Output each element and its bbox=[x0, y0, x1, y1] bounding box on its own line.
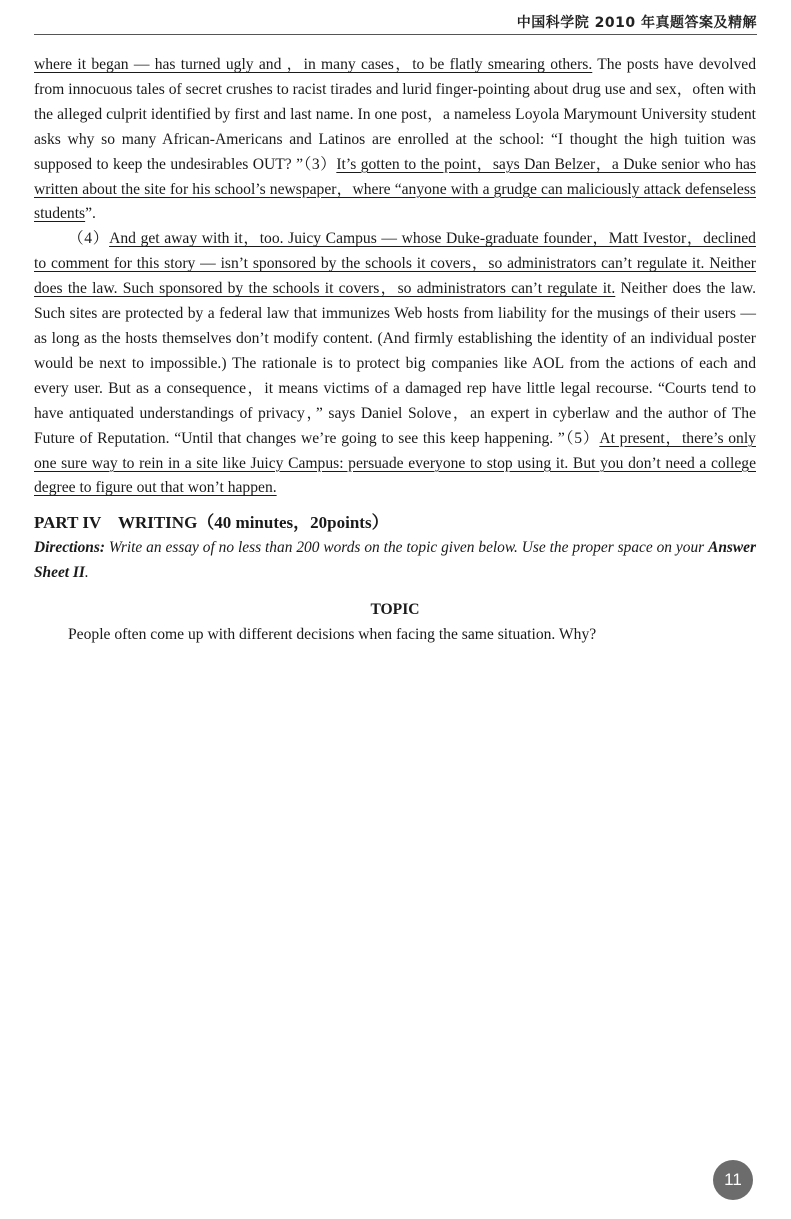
directions-end: . bbox=[84, 564, 89, 582]
paragraph-2-text: Neither does the law. Such sites are protected by a federal law that immunizes Web hosts from liability for the musings of their users — as long as the hosts themselves don’t modify content. (And firmly establishing the identity of an individual poster would be next to impossible.) The rationale is to protect big companies like AOL from the actions of each and every user. But as a consequence，it means victims of a damaged rep have little legal recourse. “Courts tend to have antiquated understandings of privacy，” says Daniel Solove，an expert in cyberlaw and the author of The Future of Reputation. “Until that changes we’re going to see this keep happening. ” bbox=[34, 280, 757, 447]
paragraph-1-text: The posts have devolved from innocuous tales of secret crushes to racist tirades and lurid finger-pointing about drug use and sex，often with the alleged culprit identified by first and last name. In one post，a nameless Loyola Marymount University student asks why so many African-Americans and Latinos are enrolled at the school: “I thought the high tuition was supposed to keep the undesirables OUT? ” bbox=[34, 56, 756, 173]
directions bbox=[34, 536, 756, 586]
paragraph-2 bbox=[34, 227, 756, 501]
header-title: 中国科学院 2010 年真题答案及精解 bbox=[516, 15, 757, 31]
answer-sheet-label: Answer Sheet II bbox=[34, 539, 756, 582]
underlined-sentence-3: It’s gotten to the point，says Dan Belzer，a Duke senior who has written about the site for his school’s newspaper，where “anyone with a grudge can maliciously attack defenseless students bbox=[34, 155, 756, 223]
paragraph-1-end: ”. bbox=[85, 205, 96, 223]
directions-text: Write an essay of no less than 200 words on the topic given below. Use the proper space on your bbox=[104, 539, 709, 557]
underlined-sentence-2: where it began — has turned ugly and ，in many cases，to be flatly smearing others. bbox=[34, 56, 593, 73]
marker-4: （4） bbox=[68, 230, 110, 248]
topic-text: People often come up with different decisions when facing the same situation. Why? bbox=[68, 625, 597, 643]
underlined-sentence-4: And get away with it，too. Juicy Campus — whose Duke-graduate founder，Matt Ivestor，declined to comment for this story — isn’t sponsored by the schools it covers，so administrators can’t regulate it. Neither does the law. Such sponsored by the schools it covers，so administrators can’t regulate it. bbox=[34, 230, 756, 298]
underlined-sentence-5: At present，there’s only one sure way to rein in a site like Juicy Campus: persuade everyone to stop using it. But you don’t need a college degree to figure out that won’t happen. bbox=[34, 429, 756, 497]
page-number-badge: 11 bbox=[713, 1160, 753, 1200]
part-iv-title: PART IV WRITING（40 minutes，20points） bbox=[34, 513, 389, 533]
page-content bbox=[34, 53, 756, 648]
directions-label: Directions: bbox=[34, 539, 105, 557]
topic-title: TOPIC bbox=[370, 601, 420, 619]
page-header bbox=[34, 10, 757, 35]
marker-3: （3） bbox=[303, 155, 337, 173]
paragraph-1 bbox=[34, 53, 756, 227]
marker-5: （5） bbox=[564, 429, 600, 447]
